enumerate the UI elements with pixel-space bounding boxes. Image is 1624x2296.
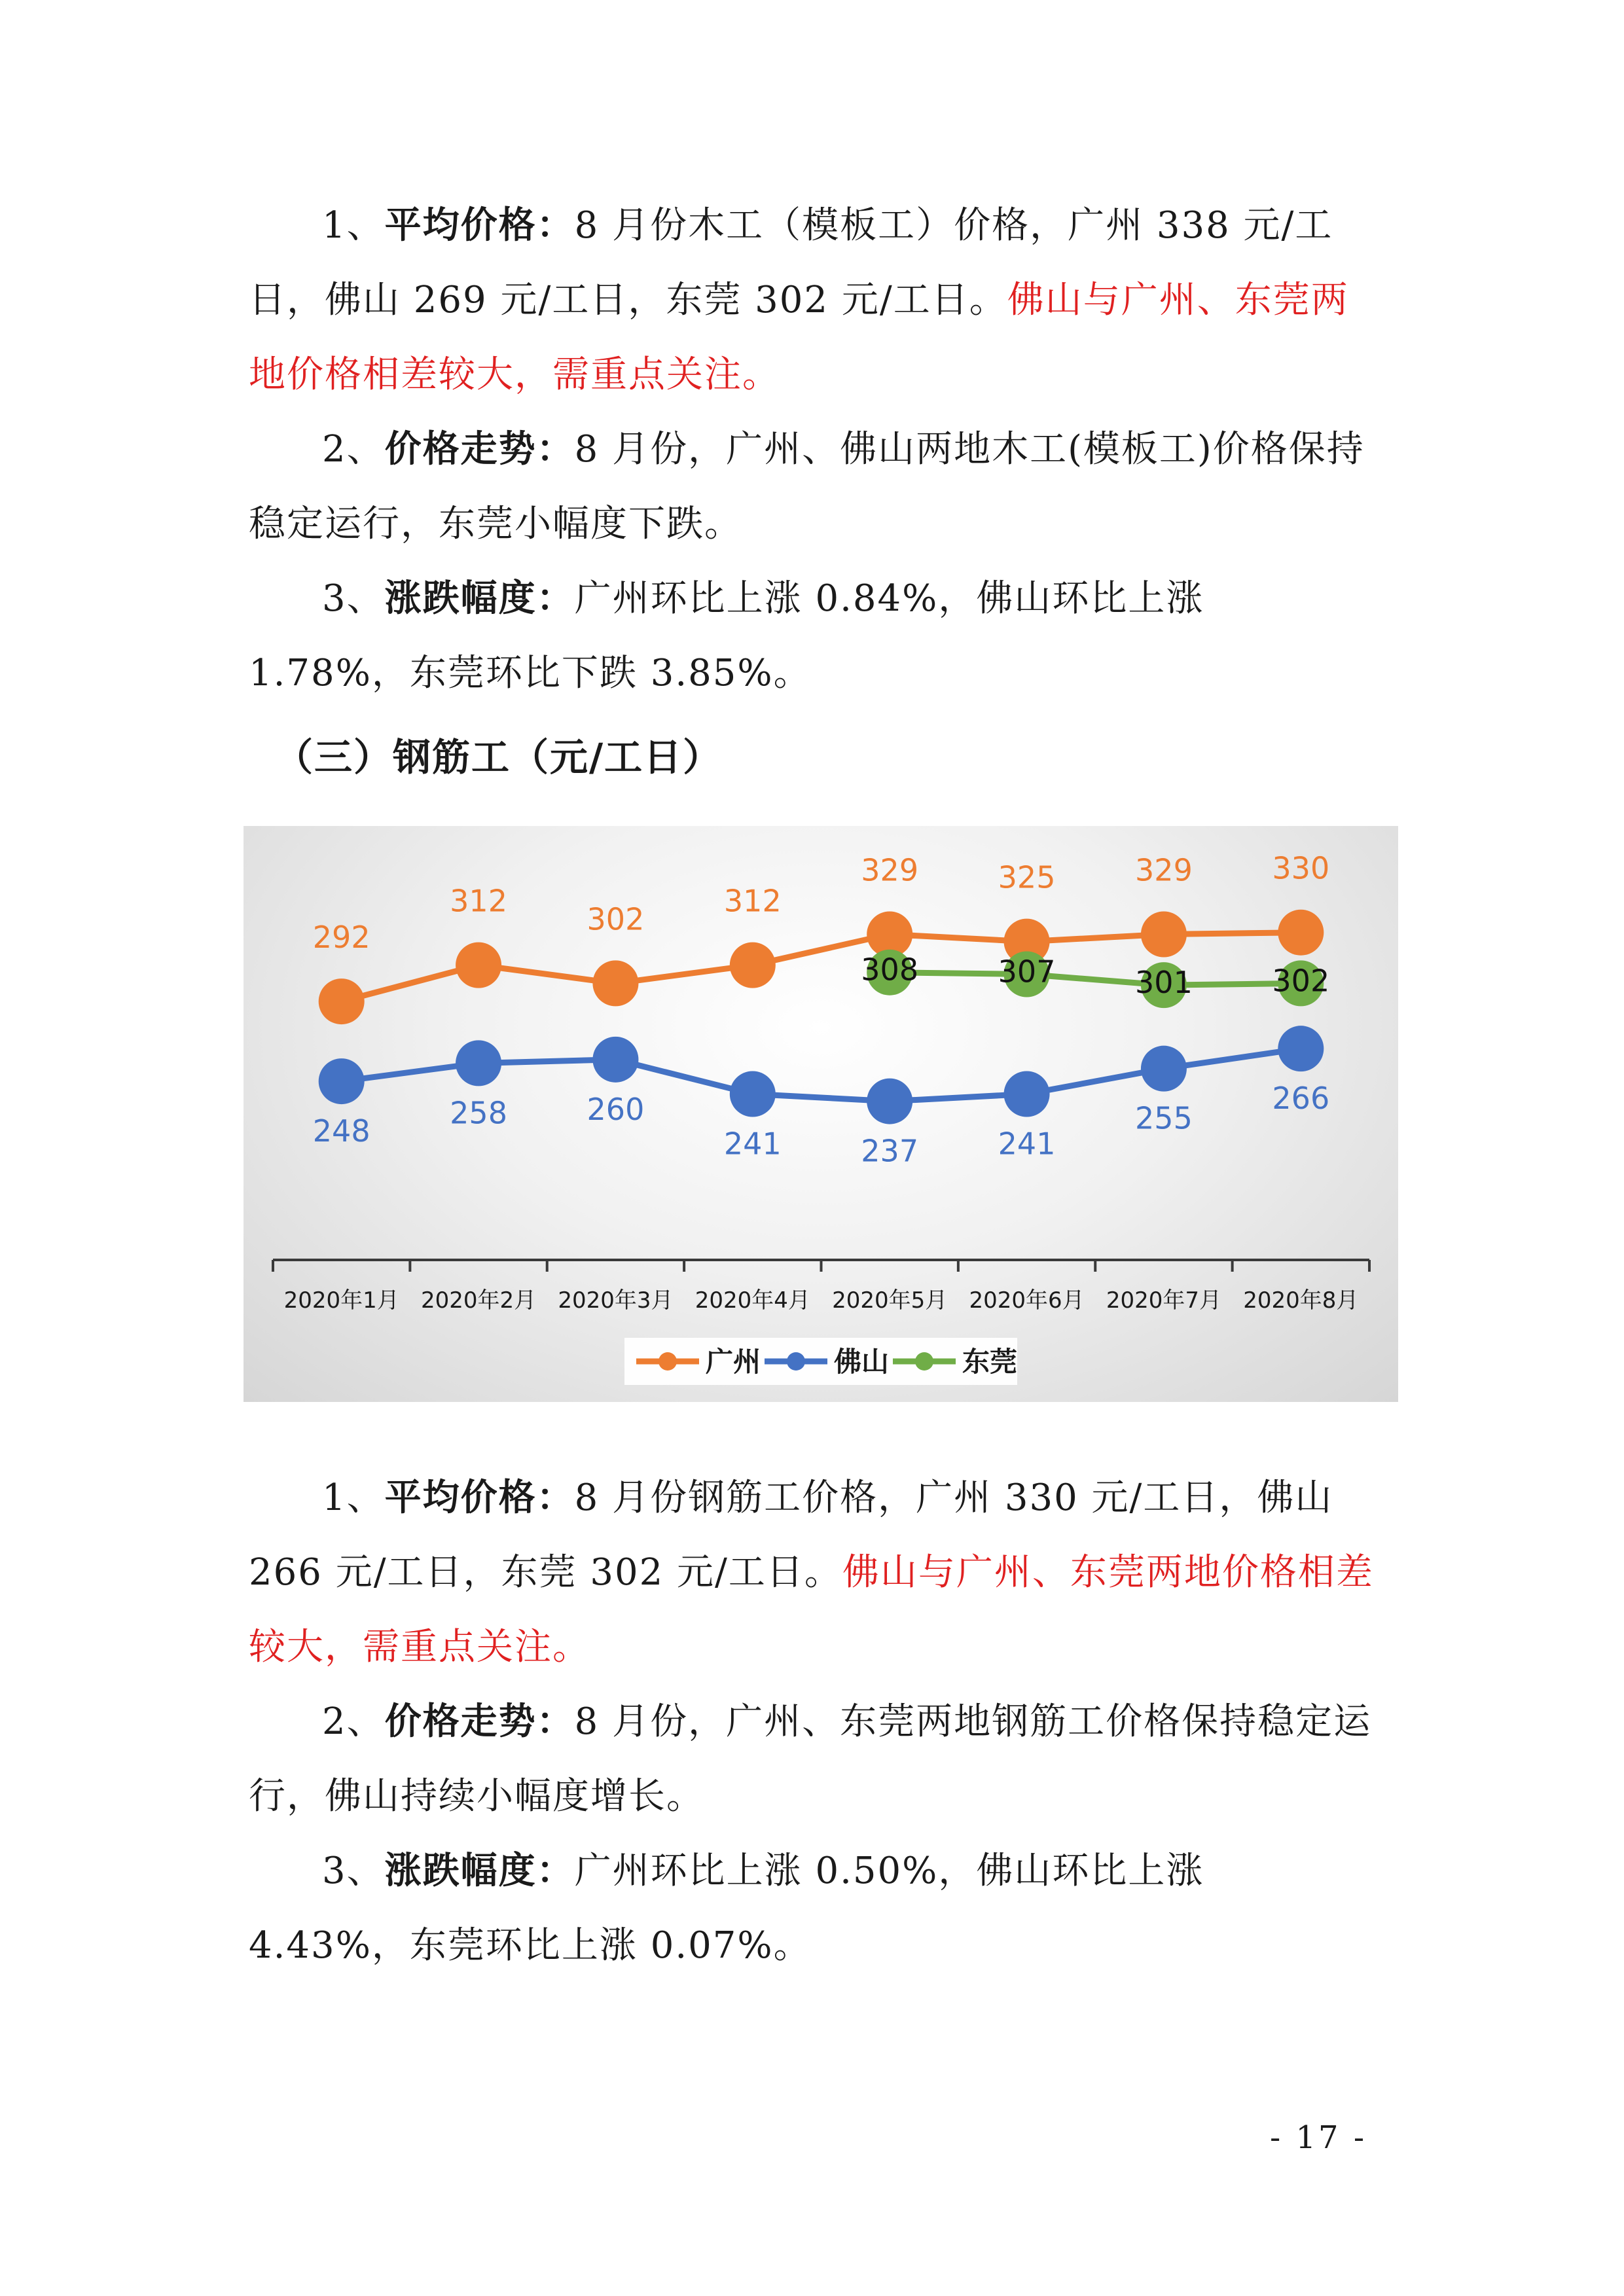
paragraph-carpenter-change	[249, 562, 1375, 711]
item-index: 1、	[322, 1477, 385, 1519]
data-label: 248	[312, 1113, 370, 1149]
item-label: 平均价格：	[384, 1477, 575, 1519]
data-point	[1004, 1071, 1050, 1117]
item-text: 广州环比上涨 0.84%，佛山环比上涨 1.78%，东莞环比下跌 3.85%。	[249, 577, 1204, 694]
item-highlight: 佛山与广州、东莞两地价格相差较大，需重点关注。	[249, 1551, 1374, 1668]
item-text: 8 月份钢筋工价格，广州 330 元/工日，佛山 266 元/工日，东莞 302 元/工日。	[249, 1477, 1333, 1594]
data-point	[867, 1079, 912, 1124]
item-index: 3、	[322, 1850, 385, 1892]
data-point	[1141, 1046, 1187, 1092]
legend-label: 东莞	[962, 1346, 1018, 1378]
item-index: 2、	[322, 428, 385, 471]
data-label: 329	[1135, 852, 1193, 888]
item-label: 涨跌幅度：	[384, 1850, 575, 1892]
section-heading: （三）钢筋工（元/工日）	[275, 735, 723, 780]
page-number: - 17 -	[1270, 2119, 1367, 2156]
data-label: 307	[998, 954, 1056, 990]
chart-svg	[244, 826, 1398, 1402]
item-text: 8 月份，广州、佛山两地木工(模板工)价格保持稳定运行，东莞小幅度下跌。	[249, 428, 1365, 545]
data-point	[592, 1037, 638, 1083]
paragraph-carpenter-trend	[249, 412, 1375, 562]
data-point	[730, 1071, 776, 1117]
item-highlight: 佛山与广州、东莞两地价格相差较大，需重点关注。	[249, 279, 1349, 396]
paragraph-rebar-change	[249, 1834, 1375, 1983]
legend-marker	[787, 1352, 805, 1371]
data-point	[319, 978, 365, 1024]
series-line	[890, 973, 1301, 985]
data-label: 312	[723, 883, 782, 919]
x-tick-label: 2020年6月	[969, 1287, 1085, 1314]
x-tick-label: 2020年3月	[558, 1287, 674, 1314]
data-point	[730, 942, 776, 988]
data-label: 325	[998, 859, 1056, 895]
data-point	[456, 1040, 501, 1086]
paragraph-rebar-avg-price	[249, 1461, 1375, 1685]
data-label: 255	[1135, 1100, 1193, 1136]
x-tick-label: 2020年7月	[1106, 1287, 1222, 1314]
item-text: 广州环比上涨 0.50%，佛山环比上涨 4.43%，东莞环比上涨 0.07%。	[249, 1850, 1204, 1967]
x-tick-label: 2020年2月	[420, 1287, 537, 1314]
item-label: 价格走势：	[384, 1700, 575, 1743]
item-index: 3、	[322, 577, 385, 620]
legend-label: 佛山	[834, 1346, 890, 1378]
data-point	[1141, 912, 1187, 958]
data-label: 237	[861, 1133, 919, 1169]
item-text: 8 月份，广州、东莞两地钢筋工价格保持稳定运行，佛山持续小幅度增长。	[249, 1700, 1372, 1818]
item-text: 8 月份木工（模板工）价格，广州 338 元/工日，佛山 269 元/工日，东莞 302 元/工日。	[249, 204, 1333, 321]
data-point	[1278, 910, 1324, 956]
legend-label: 广州	[706, 1346, 761, 1378]
x-tick-label: 2020年8月	[1243, 1287, 1359, 1314]
data-label: 312	[450, 883, 507, 919]
data-point	[319, 1058, 365, 1104]
data-label: 241	[998, 1126, 1056, 1162]
data-label: 241	[723, 1126, 782, 1162]
data-point	[1278, 1026, 1324, 1071]
legend-marker	[915, 1352, 933, 1371]
paragraph-carpenter-avg-price	[249, 188, 1375, 412]
item-index: 2、	[322, 1700, 385, 1743]
data-point	[592, 960, 638, 1006]
item-label: 平均价格：	[384, 204, 575, 247]
data-label: 301	[1135, 965, 1193, 1001]
data-label: 302	[586, 901, 645, 937]
x-tick-label: 2020年1月	[283, 1287, 399, 1314]
paragraph-rebar-trend	[249, 1685, 1375, 1834]
data-label: 302	[1272, 963, 1330, 999]
item-label: 价格走势：	[384, 428, 575, 471]
data-label: 266	[1272, 1081, 1330, 1117]
item-index: 1、	[322, 204, 385, 247]
data-label: 330	[1272, 850, 1330, 886]
legend-marker	[659, 1352, 677, 1371]
item-label: 涨跌幅度：	[384, 577, 575, 620]
data-label: 260	[586, 1091, 645, 1127]
data-point	[456, 942, 501, 988]
x-tick-label: 2020年4月	[695, 1287, 810, 1314]
data-label: 292	[312, 920, 370, 956]
data-label: 258	[450, 1095, 507, 1131]
data-label: 329	[861, 852, 919, 888]
x-tick-label: 2020年5月	[832, 1287, 948, 1314]
data-label: 308	[861, 952, 919, 988]
line-chart	[244, 826, 1398, 1402]
